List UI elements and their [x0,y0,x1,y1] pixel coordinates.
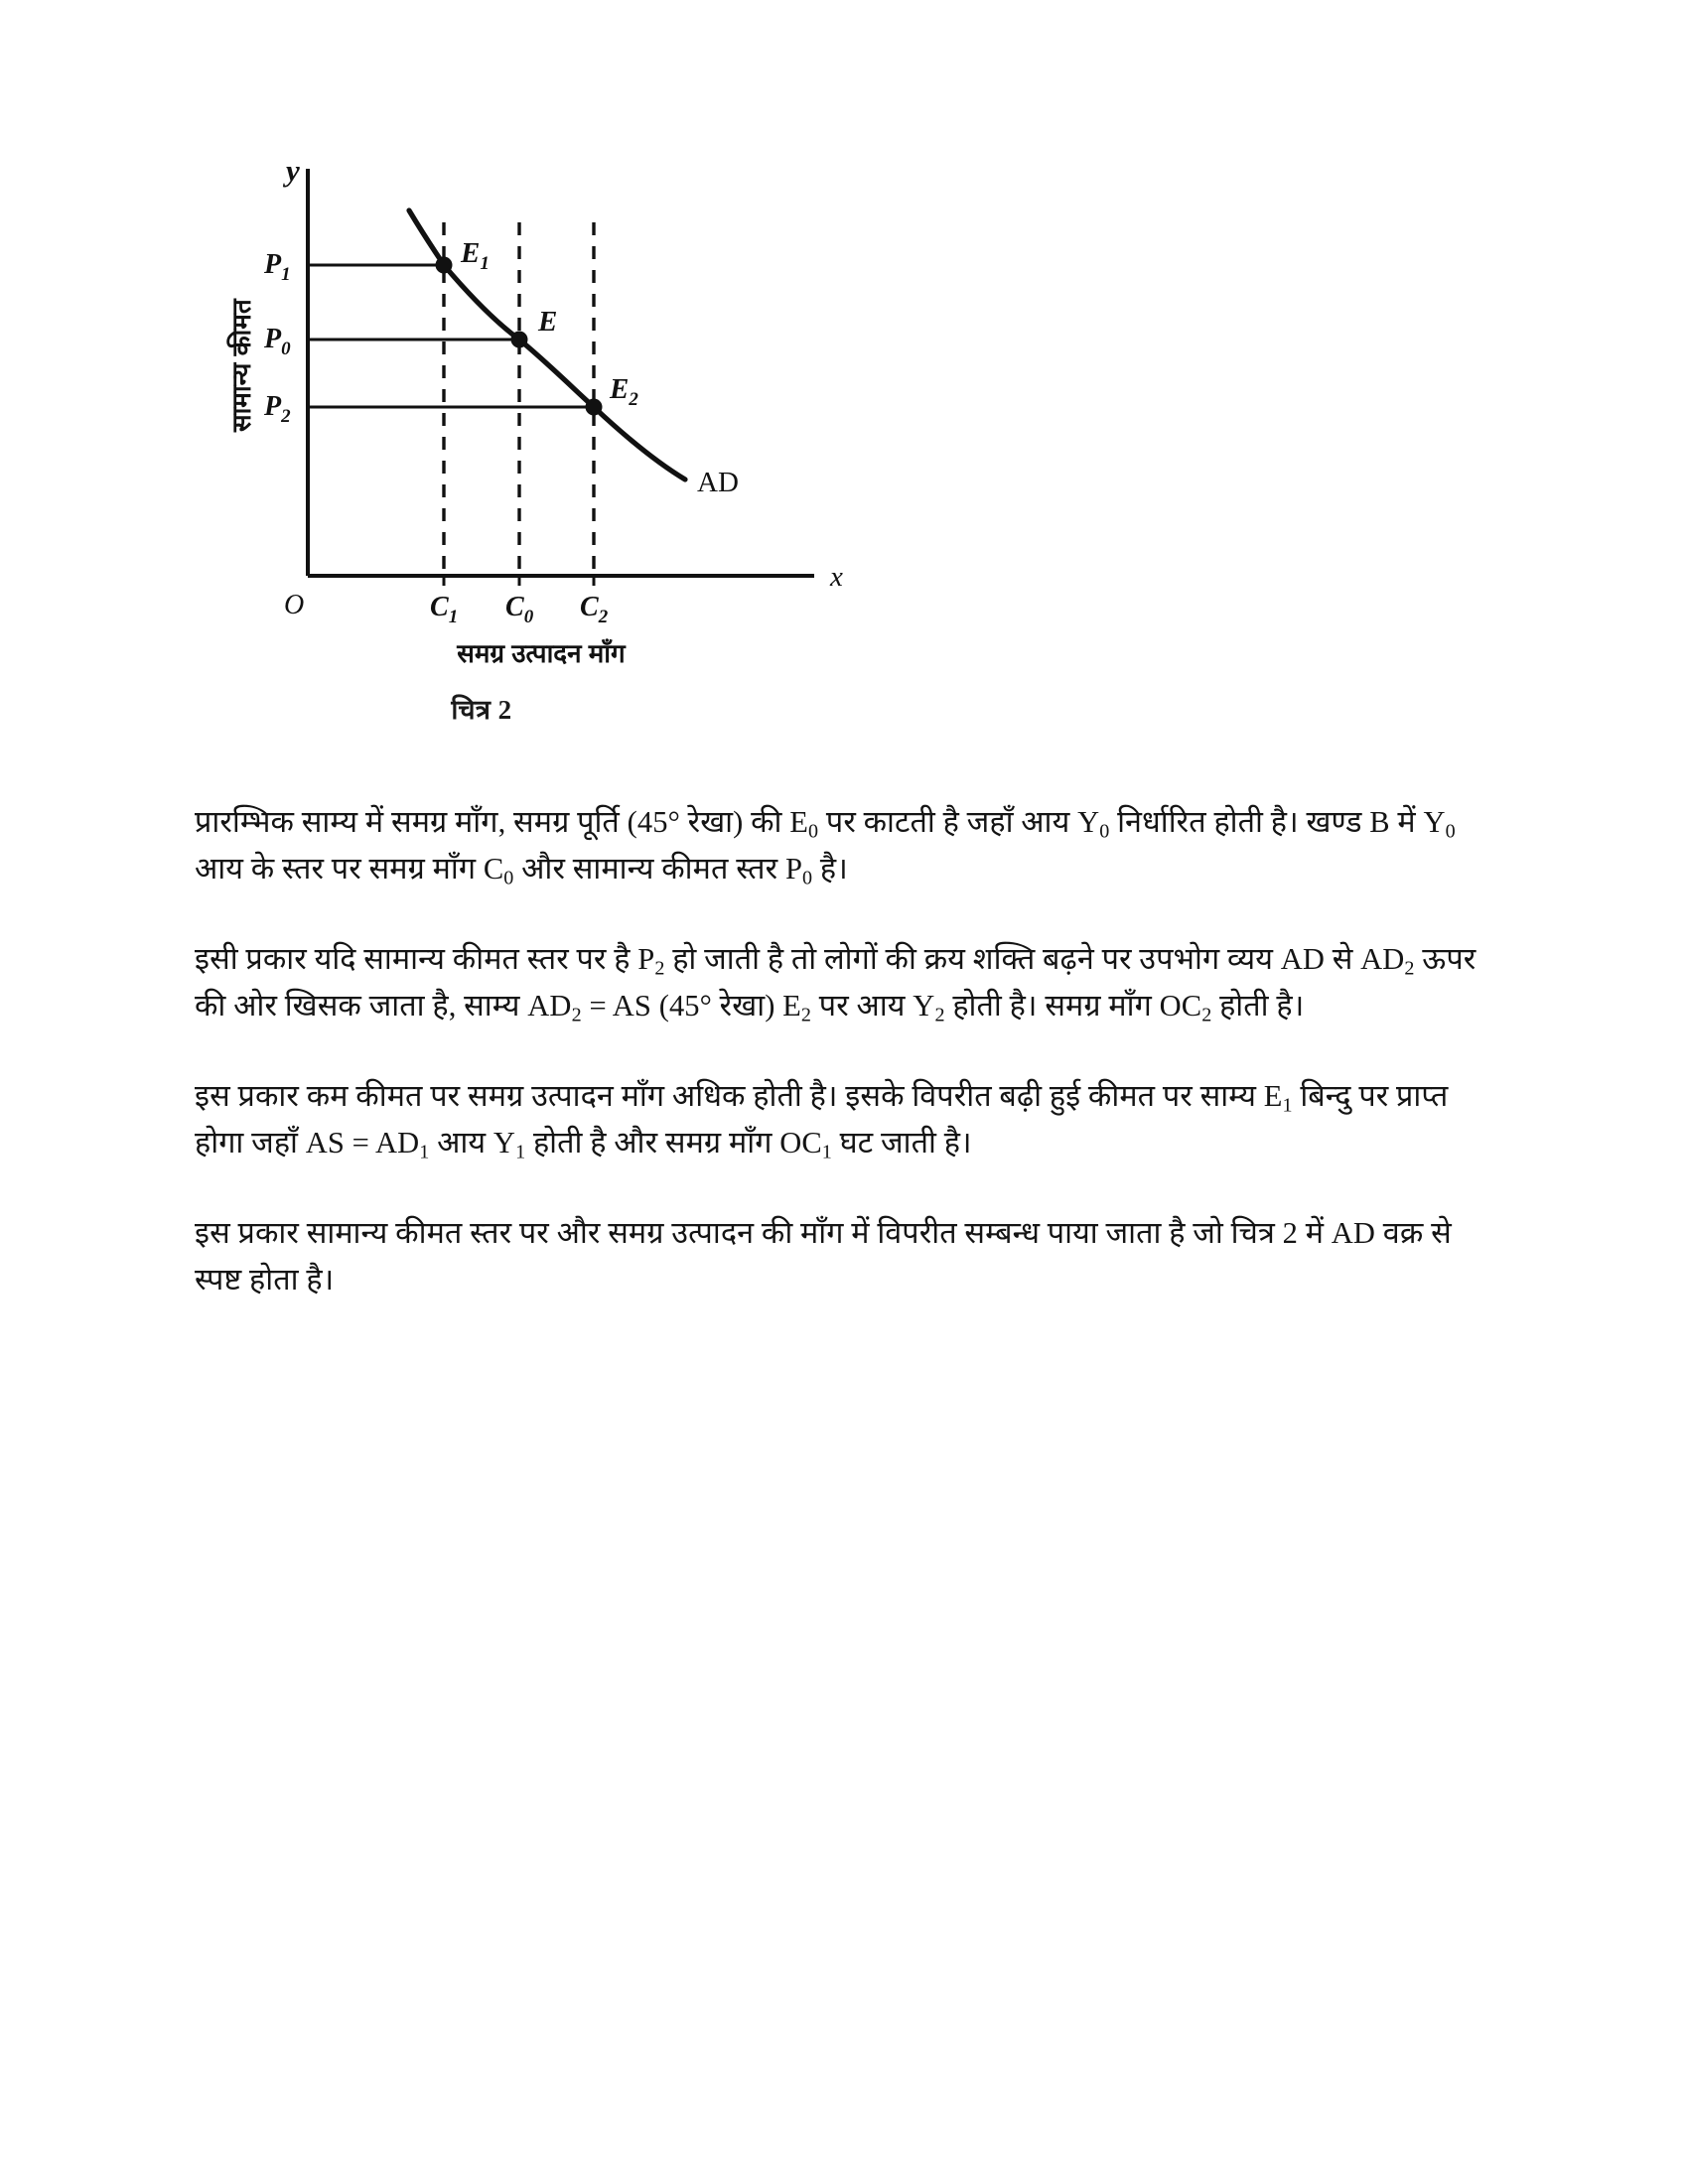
x-axis-title: समग्र उत्पादन माँग [457,638,626,668]
x-tick-label-c2: $C_2$ [580,592,609,627]
origin-label: O [284,590,305,620]
curve-label-ad: AD [697,467,739,498]
figure-2-container [189,149,943,754]
paragraph-2: इसी प्रकार यदि सामान्य कीमत स्तर पर है $P_2$ हो जाती है तो लोगों की क्रय शक्ति बढ़ने पर उपभोग व्यय AD से $AD_2$ ऊपर की ओर खिसक जाता है, साम्य $AD_2$ = AS (45° रेखा) $E_2$ पर आय $Y_2$ होती है। समग्र माँग $OC_2$ होती है। [195,942,1477,1026]
point-label-e1: $E_1$ [461,237,490,274]
ad-curve-path [409,210,685,479]
equilibrium-point-e1 [436,257,453,274]
equilibrium-point-e2 [586,399,603,416]
article-body [195,799,1495,1303]
y-tick-label-p1: $P_1$ [264,249,291,285]
y-axis-title: सामान्य कीमत [226,299,256,432]
x-tick-label-c0: $C_0$ [505,592,534,627]
paragraph-3: इस प्रकार कम कीमत पर समग्र उत्पादन माँग अधिक होती है। इसके विपरीत बढ़ी हुई कीमत पर साम्य $E_1$ बिन्दु पर प्राप्त होगा जहाँ AS = $AD_1$ आय $Y_1$ होती है और समग्र माँग $OC_1$ घट जाती है। [195,1079,1449,1163]
figure-caption: चित्र 2 [451,695,512,725]
x-tick-label-c1: $C_1$ [430,592,459,627]
y-tick-label-p2: $P_2$ [264,391,291,427]
point-label-e: E [538,306,558,338]
point-label-e2: $E_2$ [610,373,638,410]
paragraph-1: प्रारम्भिक साम्य में समग्र माँग, समग्र पूर्ति (45° रेखा) की $E_0$ पर काटती है जहाँ आय $Y_0$ निर्धारित होती है। खण्ड B में $Y_0$ आय के स्तर पर समग्र माँग $C_0$ और सामान्य कीमत स्तर $P_0$ है। [195,805,1456,889]
paragraph-4: इस प्रकार सामान्य कीमत स्तर पर और समग्र उत्पादन की माँग में विपरीत सम्बन्ध पाया जाता है जो चित्र 2 में AD वक्र से स्पष्ट होता है। [195,1216,1452,1297]
x-axis-tip-label: x [830,561,843,593]
equilibrium-point-e [511,332,528,348]
y-tick-label-p0: $P_0$ [264,324,291,359]
ad-curve-chart [189,149,943,705]
y-axis-tip-label: y [286,153,300,188]
